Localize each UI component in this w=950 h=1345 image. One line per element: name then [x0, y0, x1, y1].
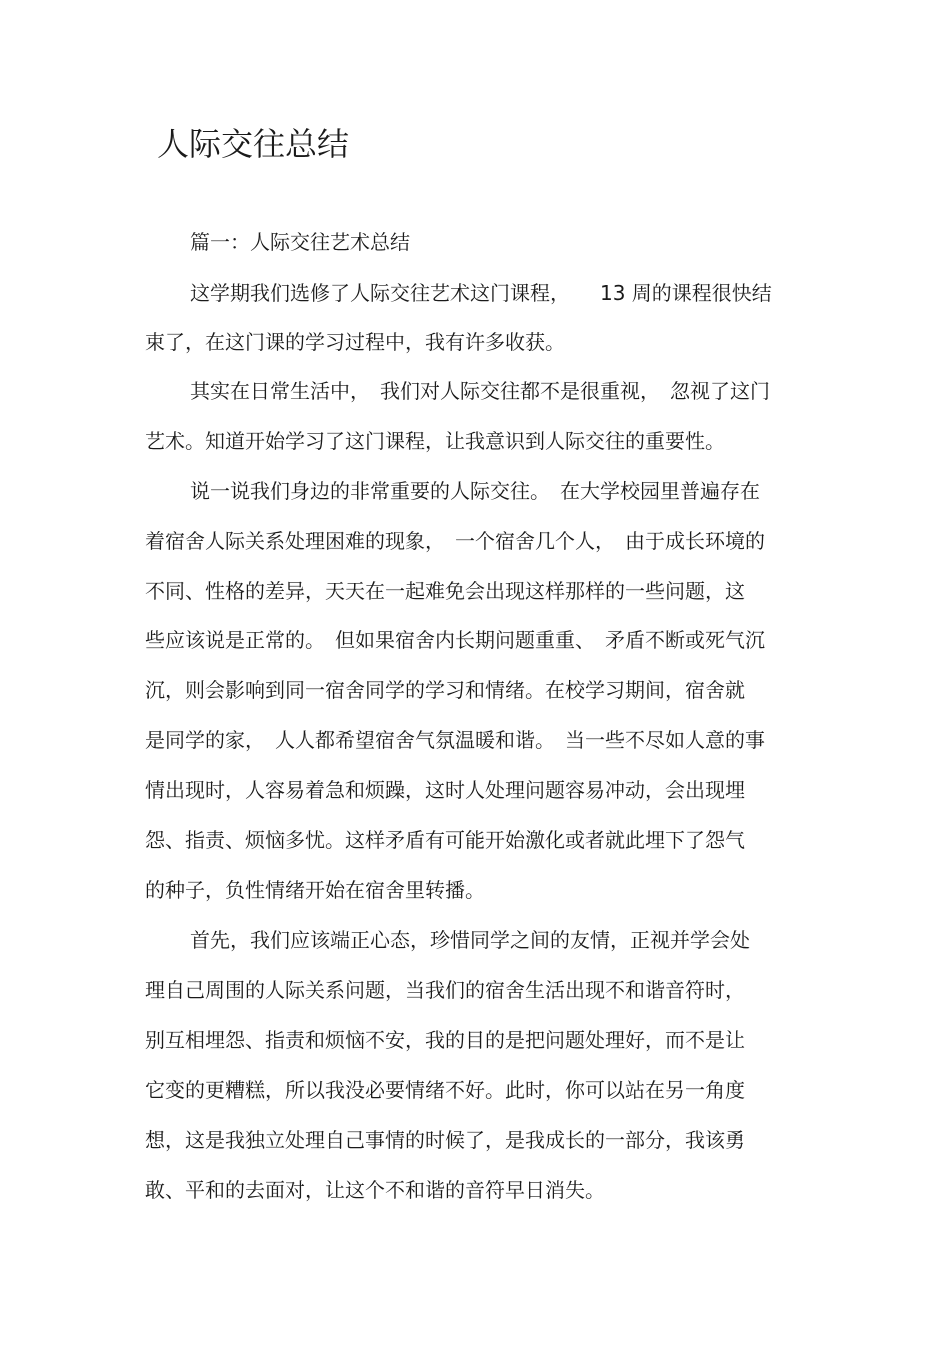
paragraph-line: 情出现时，人容易着急和烦躁，这时人处理问题容易冲动，会出现埋: [145, 778, 745, 802]
paragraph-line: 其实在日常生活中， 我们对人际交往都不是很重视， 忽视了这门: [190, 379, 770, 403]
paragraph-line: 的种子，负性情绪开始在宿舍里转播。: [145, 878, 485, 902]
paragraph-line: 说一说我们身边的非常重要的人际交往。 在大学校园里普遍存在: [190, 479, 760, 503]
paragraph-line: 些应该说是正常的。 但如果宿舍内长期问题重重、 矛盾不断或死气沉: [145, 628, 765, 652]
paragraph-line: 敢、平和的去面对，让这个不和谐的音符早日消失。: [145, 1178, 605, 1202]
paragraph-line: 想，这是我独立处理自己事情的时候了，是我成长的一部分，我该勇: [145, 1128, 745, 1152]
paragraph-line: 不同、性格的差异，天天在一起难免会出现这样那样的一些问题，这: [145, 579, 745, 603]
document-title: 人际交往总结: [157, 125, 350, 163]
paragraph-line: 首先，我们应该端正心态，珍惜同学之间的友情，正视并学会处: [190, 928, 750, 952]
paragraph-line: 它变的更糟糕，所以我没必要情绪不好。此时，你可以站在另一角度: [145, 1078, 745, 1102]
paragraph-line: 艺术。知道开始学习了这门课程，让我意识到人际交往的重要性。: [145, 429, 725, 453]
paragraph-line: 着宿舍人际关系处理困难的现象， 一个宿舍几个人， 由于成长环境的: [145, 529, 765, 553]
paragraph-line: 是同学的家， 人人都希望宿舍气氛温暖和谐。 当一些不尽如人意的事: [145, 728, 765, 752]
paragraph-line: 怨、指责、烦恼多忧。这样矛盾有可能开始激化或者就此埋下了怨气: [145, 828, 745, 852]
section-heading: 篇一：人际交往艺术总结: [190, 230, 410, 254]
paragraph-line: 这学期我们选修了人际交往艺术这门课程， 13 周的课程很快结: [190, 281, 772, 305]
paragraph-line: 沉，则会影响到同一宿舍同学的学习和情绪。在校学习期间，宿舍就: [145, 678, 745, 702]
paragraph-line: 束了，在这门课的学习过程中，我有许多收获。: [145, 330, 565, 354]
paragraph-line: 理自己周围的人际关系问题，当我们的宿舍生活出现不和谐音符时，: [145, 978, 745, 1002]
paragraph-line: 别互相埋怨、指责和烦恼不安，我的目的是把问题处理好，而不是让: [145, 1028, 745, 1052]
